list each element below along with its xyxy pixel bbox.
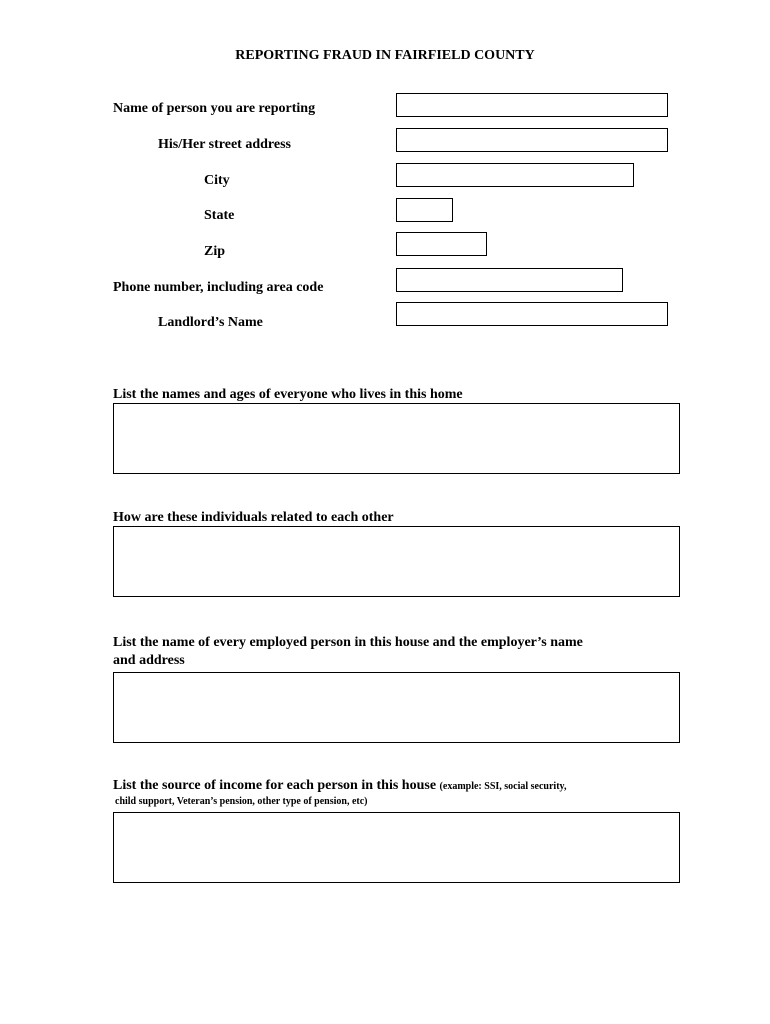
city-label: City [204,173,230,188]
household-label: List the names and ages of everyone who lives in this home [113,387,463,402]
form-title: REPORTING FRAUD IN FAIRFIELD COUNTY [235,48,535,63]
name-input[interactable] [396,93,668,117]
landlord-label: Landlord’s Name [158,315,263,330]
employment-label-line2: and address [113,653,185,668]
street-address-input[interactable] [396,128,668,152]
phone-input[interactable] [396,268,623,292]
income-label-main: List the source of income for each person in this house [113,778,437,793]
zip-input[interactable] [396,232,487,256]
employment-label-line1: List the name of every employed person in this house and the employer’s name [113,635,583,650]
employment-textarea[interactable] [113,672,680,743]
name-label: Name of person you are reporting [113,101,316,116]
income-label [113,777,713,808]
zip-label: Zip [204,244,226,259]
relation-label: How are these individuals related to each other [113,510,394,525]
state-input[interactable] [396,198,453,222]
city-input[interactable] [396,163,634,187]
household-textarea[interactable] [113,403,680,474]
relation-textarea[interactable] [113,526,680,597]
income-example-line2: child support, Veteran’s pension, other type of pension, etc) [115,796,368,807]
income-textarea[interactable] [113,812,680,883]
income-example-line1: (example: SSI, social security, [439,781,567,792]
landlord-input[interactable] [396,302,668,326]
street-address-label: His/Her street address [158,137,291,152]
state-label: State [204,208,235,223]
phone-label: Phone number, including area code [113,280,324,295]
employment-label [113,634,673,670]
